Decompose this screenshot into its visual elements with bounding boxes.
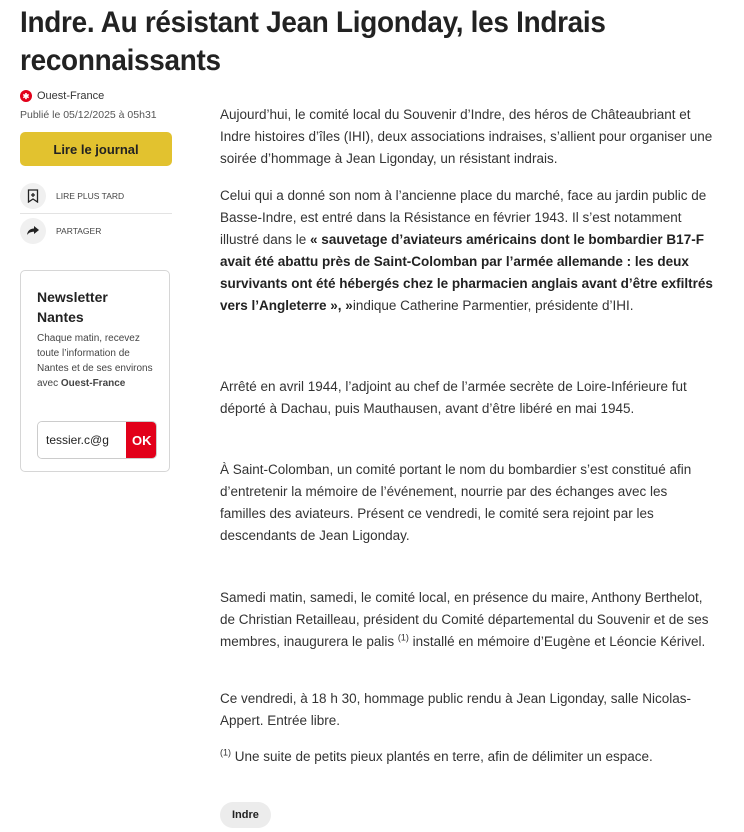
read-later-button[interactable] <box>20 183 124 209</box>
paragraph-2: Celui qui a donné son nom à l’ancienne place du marché, face au jardin public de Basse-Indre, est entré dans la Résistance en février 1943. Il s’est notamment illustré dans le « sauvetage d’aviateurs américains dont le bombardier B17-F avait été abattu près de Saint-Colomban par l’armée allemande : les deux survivants ont été hébergés chez le pharmacien anglais avant d’être exfiltrés vers l’Angleterre », »indique Catherine Parmentier, présidente d’IHI. <box>220 188 713 313</box>
tag-indre[interactable]: Indre <box>220 802 271 828</box>
read-newspaper-button[interactable]: Lire le journal <box>20 132 172 166</box>
newsletter-brand: Ouest-France <box>60 378 126 389</box>
newsletter-email-input[interactable] <box>38 422 126 458</box>
newsletter-ok-button[interactable]: OK <box>126 422 157 458</box>
footnote-ref[interactable]: (1) <box>397 632 409 643</box>
source-name: Ouest-France <box>37 90 105 102</box>
read-later-label: LIRE PLUS TARD <box>56 191 125 201</box>
newsletter-title: Newsletter Nantes <box>37 289 108 325</box>
paragraph-5: Samedi matin, samedi, le comité local, en présence du maire, Anthony Berthelot, de Christian Retailleau, président du Comité départemental du Souvenir et de ses membres, inaugurera le palis $^{(1)}$ installé en mémoire d’Eugène et Léoncie Kérivel. <box>220 590 709 649</box>
newsletter-form <box>37 421 157 459</box>
newsletter-description: Chaque matin, recevez toute l’information de Nantes et de ses environs avec Ouest-France <box>37 333 153 389</box>
quote: « sauvetage d’aviateurs américains dont le bombardier B17-F avait été abattu près de Saint-Colomban par l’armée allemande : les deux survivants ont été hébergés chez le pharmacien anglais avant d’être exfiltrés vers l’Angleterre », » <box>220 232 713 313</box>
ouest-france-logo-icon: ✱ <box>20 90 32 102</box>
bookmark-add-icon <box>20 183 46 209</box>
share-label: PARTAGER <box>56 226 102 236</box>
publish-date: Publié le 05/12/2025 à 05h31 <box>20 109 157 121</box>
paragraph-6: Ce vendredi, à 18 h 30, hommage public rendu à Jean Ligonday, salle Nicolas-Appert. Entrée libre. <box>220 691 692 728</box>
share-button[interactable] <box>20 218 101 244</box>
paragraph-1: Aujourd’hui, le comité local du Souvenir d’Indre, des héros de Châteaubriant et Indre histoires d’îles (IHI), deux associations indraises, s’allient pour organiser une soirée d’hommage à Jean Ligonday, un résistant indrais. <box>220 107 713 166</box>
share-arrow-icon <box>20 218 46 244</box>
newsletter-box <box>20 270 170 472</box>
actions-divider <box>20 213 172 214</box>
footnote-mark: (1) <box>220 747 231 758</box>
source[interactable] <box>20 90 104 102</box>
article-title: Indre. Au résistant Jean Ligonday, les Indrais reconnaissants <box>20 6 606 77</box>
paragraph-4: À Saint-Colomban, un comité portant le nom du bombardier s’est constitué afin d’entretenir la mémoire de l’événement, nourrie par des échanges avec les familles des aviateurs. Présent ce vendredi, le comité sera rejoint par les descendants de Jean Ligonday. <box>220 462 692 543</box>
footnote: $^{(1)}$ Une suite de petits pieux plantés en terre, afin de délimiter un espace. <box>220 747 653 764</box>
paragraph-3: Arrêté en avril 1944, l’adjoint au chef de l’armée secrète de Loire-Inférieure fut déporté à Dachau, puis Mauthausen, avant d’être libéré en mai 1945. <box>220 379 687 416</box>
